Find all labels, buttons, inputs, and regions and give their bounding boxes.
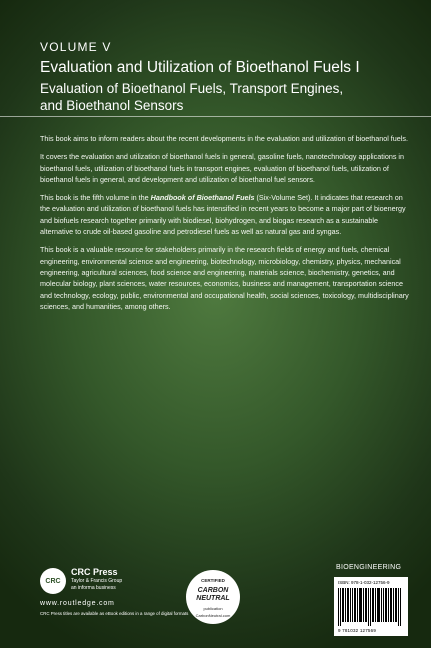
badge-carbon: CARBON bbox=[197, 587, 229, 594]
carbon-neutral-badge bbox=[186, 570, 240, 624]
description-paragraph-2: It covers the evaluation and utilization of bioethanol fuels in general, gasoline fuels, nanotechnology applications in bioethanol fuels, utilization of bioethanol fuels in transport engines, evaluation of bioethanol fuels, utilization of bioethanol fuels in general, and development and utilization of bioethanol fuel sensors. bbox=[40, 152, 405, 184]
publisher-name: CRC Press bbox=[71, 567, 118, 577]
handbook-title: Handbook of Bioethanol Fuels bbox=[150, 193, 255, 203]
publisher-url: www.routledge.com bbox=[40, 600, 115, 607]
description-text bbox=[40, 133, 412, 319]
subject-category: BIOENGINEERING bbox=[336, 564, 402, 571]
badge-certified: CERTIFIED bbox=[201, 578, 225, 583]
crc-press-logo: CRC bbox=[40, 568, 66, 594]
paragraph-3-start: This book is the fifth volume in the bbox=[40, 193, 151, 203]
cover-header bbox=[40, 40, 410, 114]
ebook-note: CRC Press titles are available as eBook editions in a range of digital formats bbox=[40, 611, 189, 616]
barcode-icon bbox=[338, 588, 404, 626]
description-paragraph-3 bbox=[40, 192, 412, 237]
description-paragraph-1: This book aims to inform readers about the recent developments in the evaluation and utilization of bioethanol fuels. bbox=[40, 134, 408, 143]
header-divider bbox=[0, 116, 431, 117]
paragraph-3-end: (Six-Volume Set). It indicates that research on the evaluation and utilization of bioethanol fuels has intensified in recent years to become a major part of bioenergy and biofuels research together primarily with biodiesel, biohydrogen, and biogas research as a sustainable alternative to crude oil-based gasoline and petrodiesel fuels as well as natural gas and syngas. bbox=[40, 193, 406, 237]
subtitle-line-2: and Bioethanol Sensors bbox=[40, 98, 184, 113]
volume-label: VOLUME V bbox=[40, 40, 112, 54]
badge-site: CarbonNeutral.com bbox=[195, 613, 231, 618]
publisher-parent: an informa business bbox=[71, 585, 116, 591]
book-subtitle bbox=[40, 80, 410, 114]
subtitle-line-1: Evaluation of Bioethanol Fuels, Transport Engines, bbox=[40, 81, 344, 96]
book-title: Evaluation and Utilization of Bioethanol Fuels I bbox=[40, 59, 360, 76]
publisher-group: Taylor & Francis Group bbox=[71, 578, 123, 584]
badge-neutral: NEUTRAL bbox=[196, 595, 230, 602]
description-paragraph-4: This book is a valuable resource for stakeholders primarily in the research fields of energy and fuels, chemical engineering, environmental science and engineering, biotechnology, microbiology, chemistry, physics, mechanical engineering, agricultural sciences, food science and engineering, materials science, biochemistry, genetics, and molecular biology, plant sciences, water resources, economics, business and management, transportation science and technology, ecology, public, environmental and occupational health, social sciences, toxicology, multidisciplinary sciences, and humanities, among others. bbox=[40, 245, 409, 311]
cover-footer bbox=[0, 560, 431, 648]
badge-publication: publication bbox=[203, 606, 223, 611]
barcode-number: 9 781032 127569 bbox=[338, 628, 377, 633]
isbn-barcode-panel bbox=[334, 577, 408, 636]
isbn-label: ISBN: 978-1-032-12756-9 bbox=[338, 580, 390, 585]
